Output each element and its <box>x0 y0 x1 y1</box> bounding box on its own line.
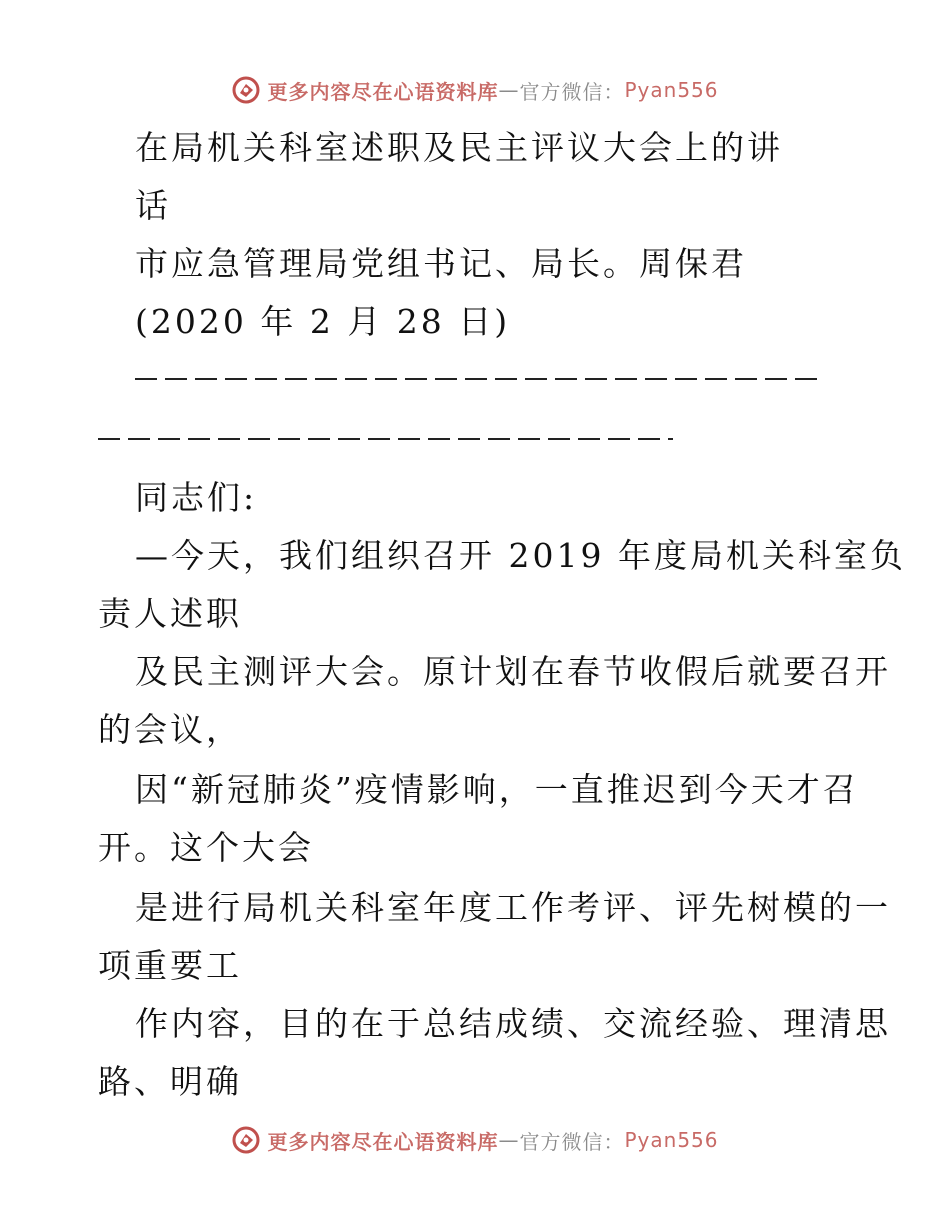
paragraph-line: —今天，我们组织召开 2019 年度局机关科室负 <box>135 536 906 575</box>
paragraph-line: 作内容，目的在于总结成绩、交流经验、理清思 <box>135 1004 891 1043</box>
paragraph-line: 是进行局机关科室年度工作考评、评先树模的一 <box>135 888 891 927</box>
separator-rule-1 <box>135 378 825 380</box>
logo-icon <box>231 1125 261 1155</box>
separator-rule-2 <box>98 438 673 440</box>
header-watermark <box>0 70 950 110</box>
title-line-2: 话 <box>135 186 171 225</box>
watermark-site: 更多内容尽在心语资料库 <box>267 79 499 104</box>
watermark-wechat-id: Pyan556 <box>624 78 719 102</box>
paragraph-line: 的会议， <box>98 710 242 749</box>
paragraph-line: 及民主测评大会。原计划在春节收假后就要召开 <box>135 652 891 691</box>
watermark-site: 更多内容尽在心语资料库 <box>267 1129 499 1154</box>
watermark-separator: — <box>498 1128 520 1152</box>
salutation: 同志们: <box>135 478 258 517</box>
footer-watermark <box>0 1120 950 1160</box>
logo-icon <box>231 75 261 105</box>
paragraph-line: 因“新冠肺炎”疫情影响，一直推迟到今天才召 <box>135 770 859 809</box>
title-line-1: 在局机关科室述职及民主评议大会上的讲 <box>135 128 783 167</box>
watermark-wechat-label: 官方微信： <box>519 79 625 104</box>
paragraph-line: 路、明确 <box>98 1062 242 1101</box>
watermark-wechat-label: 官方微信： <box>519 1129 625 1154</box>
watermark-wechat-id: Pyan556 <box>624 1128 719 1152</box>
author-line: 市应急管理局党组书记、局长。周保君 <box>135 244 747 283</box>
date-line: (2020 年 2 月 28 日) <box>135 302 511 341</box>
paragraph-line: 项重要工 <box>98 946 242 985</box>
paragraph-line: 责人述职 <box>98 594 242 633</box>
watermark-separator: — <box>498 78 520 102</box>
paragraph-line: 开。这个大会 <box>98 828 314 867</box>
